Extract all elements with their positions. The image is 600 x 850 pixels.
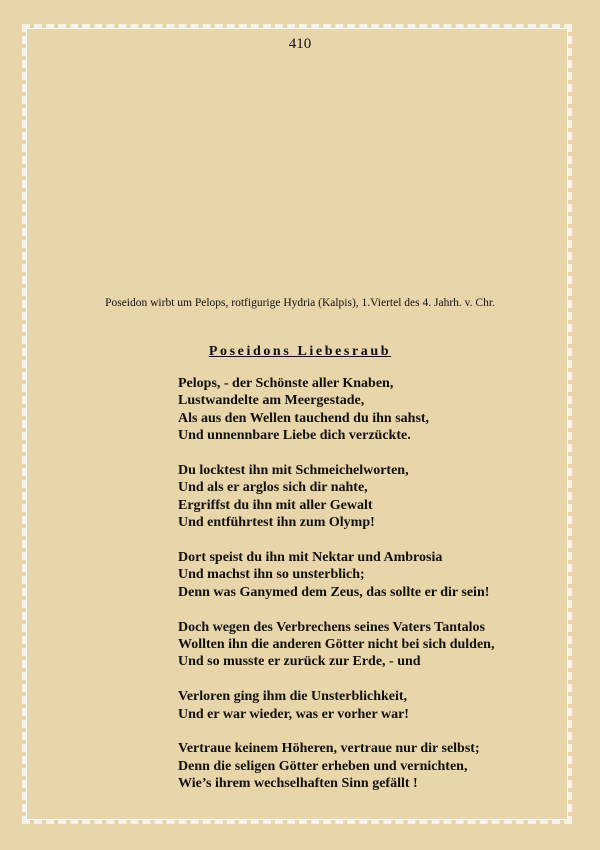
poem-line: Und als er arglos sich dir nahte, [178, 480, 368, 496]
poem-line: Ergriffst du ihn mit aller Gewalt [178, 497, 373, 513]
poem-line: Wollten ihn die anderen Götter nicht bei sich dulden, [178, 637, 495, 653]
stanza [178, 619, 558, 671]
stanza [178, 375, 558, 445]
poem-body [178, 375, 558, 810]
poem-line: Und unnennbare Liebe dich verzückte. [178, 428, 411, 444]
image-caption: Poseidon wirbt um Pelops, rotfigurige Hydria (Kalpis), 1.Viertel des 4. Jahrh. v. Chr. [105, 297, 495, 309]
stanza [178, 688, 558, 723]
stanza [178, 462, 558, 532]
poem-line: Denn die seligen Götter erheben und vernichten, [178, 758, 468, 774]
poem-line: Vertraue keinem Höheren, vertraue nur dir selbst; [178, 741, 480, 757]
poem-line: Doch wegen des Verbrechens seines Vaters Tantalos [178, 619, 485, 635]
poem-line: Und entführtest ihn zum Olymp! [178, 515, 375, 531]
poem-line: Verloren ging ihm die Unsterblichkeit, [178, 689, 408, 705]
poem-line: Dort speist du ihn mit Nektar und Ambrosia [178, 550, 443, 566]
poem-line: Du locktest ihn mit Schmeichelworten, [178, 463, 409, 479]
poem-line: Pelops, - der Schönste aller Knaben, [178, 376, 394, 391]
poem-line: Lustwandelte am Meergestade, [178, 393, 365, 409]
poem-line: Und so musste er zurück zur Erde, - und [178, 654, 421, 670]
poem-line: Und er war wieder, was er vorher war! [178, 706, 409, 722]
poem-line: Als aus den Wellen tauchend du ihn sahst, [178, 410, 430, 426]
poem-line: Und machst ihn so unsterblich; [178, 567, 365, 583]
page-number: 410 [288, 36, 312, 52]
poem-line: Wie’s ihrem wechselhaften Sinn gefällt ! [178, 776, 418, 792]
poem-line: Denn was Ganymed dem Zeus, das sollte er dir sein! [178, 584, 490, 600]
stanza [178, 549, 558, 601]
poem-title: Poseidons Liebesraub [208, 344, 392, 359]
stanza [178, 740, 558, 792]
